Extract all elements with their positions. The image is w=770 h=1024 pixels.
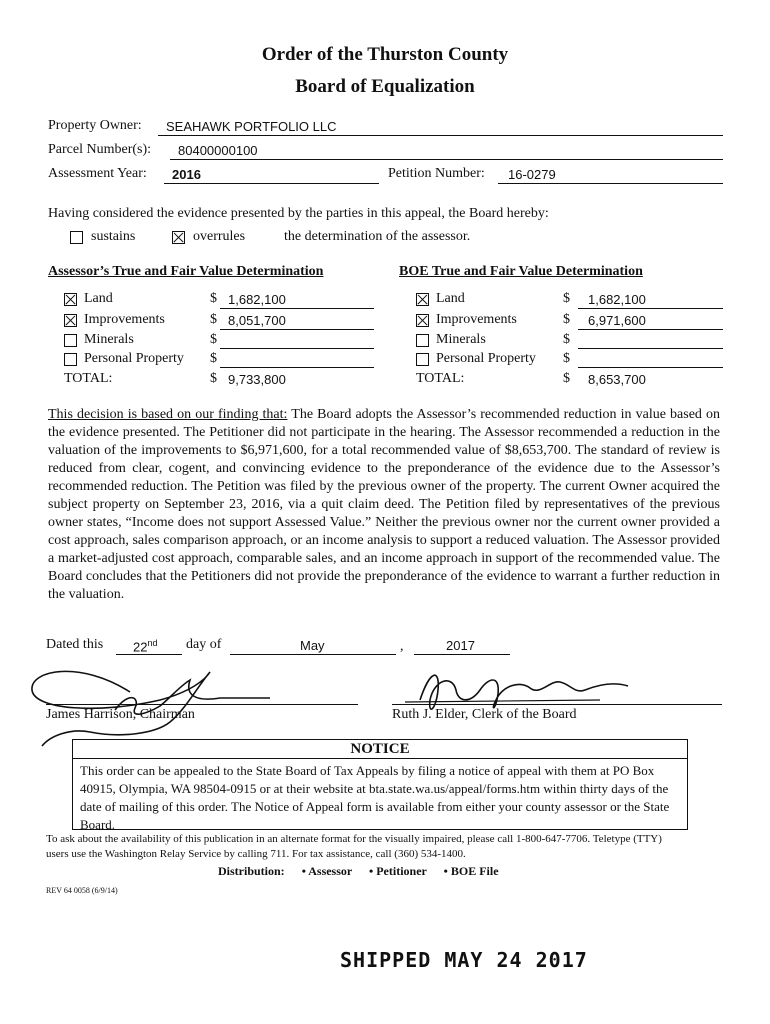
dated-day-suffix: nd xyxy=(147,638,158,648)
overrules-label: overrules xyxy=(193,229,246,244)
assessor-land-currency: $ xyxy=(210,291,217,306)
boe-minerals-checkbox[interactable] xyxy=(416,334,429,347)
property-owner-value: SEAHAWK PORTFOLIO LLC xyxy=(166,119,337,134)
petition-number-label: Petition Number: xyxy=(388,166,485,181)
title-line-2: Board of Equalization xyxy=(295,76,475,97)
assessor-improvements-rule xyxy=(220,329,374,330)
boe-personal-property-currency: $ xyxy=(563,351,570,366)
dated-comma: , xyxy=(400,639,404,654)
distribution-assessor: • Assessor xyxy=(301,864,353,878)
boe-land-label: Land xyxy=(436,291,465,306)
parcel-number-rule xyxy=(170,159,723,160)
distribution-label: Distribution: xyxy=(218,864,285,878)
clerk-name: Ruth J. Elder, Clerk of the Board xyxy=(392,707,577,722)
boe-minerals-rule xyxy=(578,348,723,349)
shipped-stamp: SHIPPED MAY 24 2017 xyxy=(340,948,588,972)
sustains-checkbox[interactable] xyxy=(70,231,83,244)
chairman-name: James Harrison, Chairman xyxy=(46,707,195,722)
distribution-petitioner: • Petitioner xyxy=(369,864,427,878)
assessor-personal-property-rule xyxy=(220,367,374,368)
boe-land-rule xyxy=(578,308,723,309)
assessor-heading: Assessor’s True and Fair Value Determination xyxy=(48,264,324,279)
assessment-year-value: 2016 xyxy=(172,167,201,182)
boe-land-currency: $ xyxy=(563,291,570,306)
property-owner-label: Property Owner: xyxy=(48,118,142,133)
dated-day-number: 22 xyxy=(133,639,148,655)
assessor-minerals-checkbox[interactable] xyxy=(64,334,77,347)
assessor-improvements-label: Improvements xyxy=(84,312,165,327)
boe-improvements-checkbox[interactable] xyxy=(416,314,429,327)
notice-text: This order can be appealed to the State Board of Tax Appeals by filing a notice of appeal with them at PO Box 40915, Olympia, WA 98504-0915 or at their website at bta.state.wa.us/appeal/forms.htm within thirty days of the date of mailing of this order. The Notice of Appeal form is available from either your county assessor or the State Board. xyxy=(80,763,670,832)
assessment-year-label: Assessment Year: xyxy=(48,166,147,181)
boe-land-checkbox[interactable] xyxy=(416,293,429,306)
clerk-signature-rule xyxy=(392,704,722,705)
assessor-total-currency: $ xyxy=(210,371,217,386)
assessor-minerals-label: Minerals xyxy=(84,332,134,347)
assessor-total-label: TOTAL: xyxy=(64,371,113,386)
overrules-checkbox[interactable] xyxy=(172,231,185,244)
decision-paragraph xyxy=(48,406,720,604)
assessor-land-rule xyxy=(220,308,374,309)
dated-label: Dated this xyxy=(46,637,104,652)
assessor-minerals-currency: $ xyxy=(210,332,217,347)
assessor-minerals-rule xyxy=(220,348,374,349)
chairman-signature-rule xyxy=(46,704,358,705)
distribution-boe-file: • BOE File xyxy=(443,864,499,878)
parcel-number-label: Parcel Number(s): xyxy=(48,142,152,157)
petition-number-rule xyxy=(498,183,723,184)
assessment-year-rule xyxy=(164,183,379,184)
accessibility-note: To ask about the availability of this publication in an alternate format for the visually impaired, please call 1-800-647-7706. Teletype (TTY) users use the Washington Relay Service by calling 711. For tax assistance, call (360) 534-1400. xyxy=(46,833,662,860)
day-of-label: day of xyxy=(186,637,222,652)
boe-total-currency: $ xyxy=(563,371,570,386)
decision-lead: This decision is based on our finding that: xyxy=(48,407,288,422)
petition-number-value: 16-0279 xyxy=(508,167,556,182)
boe-improvements-label: Improvements xyxy=(436,312,517,327)
boe-personal-property-rule xyxy=(578,367,723,368)
distribution-line xyxy=(218,864,499,879)
determination-intro: Having considered the evidence presented by the parties in this appeal, the Board hereby: xyxy=(48,206,549,221)
boe-minerals-currency: $ xyxy=(563,332,570,347)
sustains-label: sustains xyxy=(91,229,136,244)
decision-body: The Board adopts the Assessor’s recommended reduction in value based on the evidence presented. The Petitioner did not participate in the hearing. The Assessor recommended a reduction in the valuation of the improvements to $6,971,600, for a total recommended value of $8,653,700. The standard of review is reduced from clear, cogent, and convincing evidence to the preponderance of the evidence due to the Assessor’s recommended reduction. The Petition was filed by the previous owner of the property. The current Owner acquired the subject property on September 23, 2016, via a quit claim deed. The Petition filed by representatives of the previous owner states, “Income does not support Assessed Value.” Neither the previous owner nor the current owner provided a cost approach, sales comparison approach, or an income analysis to support a reduced valuation. The Assessor provided a market-adjusted cost approach, comparable sales, and an income approach in support of the recommended value. The Board concludes that the Petitioners did not provide the preponderance of the evidence to warrant a further reduction in the valuation. xyxy=(48,407,721,602)
assessor-personal-property-currency: $ xyxy=(210,351,217,366)
dated-year-rule xyxy=(414,654,510,655)
assessor-land-checkbox[interactable] xyxy=(64,293,77,306)
property-owner-rule xyxy=(158,135,723,136)
notice-title-rule xyxy=(72,758,688,759)
title-line-1: Order of the Thurston County xyxy=(261,44,509,65)
revision-code: REV 64 0058 (6/9/14) xyxy=(46,886,118,895)
boe-personal-property-label: Personal Property xyxy=(436,351,536,366)
notice-title: NOTICE xyxy=(350,741,410,757)
assessor-personal-property-label: Personal Property xyxy=(84,351,184,366)
boe-total-label: TOTAL: xyxy=(416,371,465,386)
boe-land-value: 1,682,100 xyxy=(588,292,646,307)
assessor-improvements-value: 8,051,700 xyxy=(228,313,286,328)
boe-improvements-value: 6,971,600 xyxy=(588,313,646,328)
assessor-improvements-currency: $ xyxy=(210,312,217,327)
assessor-total-value: 9,733,800 xyxy=(228,372,286,387)
boe-total-value: 8,653,700 xyxy=(588,372,646,387)
assessor-personal-property-checkbox[interactable] xyxy=(64,353,77,366)
assessor-land-value: 1,682,100 xyxy=(228,292,286,307)
dated-month: May xyxy=(300,638,325,653)
parcel-number-value: 80400000100 xyxy=(178,143,258,158)
boe-personal-property-checkbox[interactable] xyxy=(416,353,429,366)
boe-minerals-label: Minerals xyxy=(436,332,486,347)
assessor-improvements-checkbox[interactable] xyxy=(64,314,77,327)
dated-year: 2017 xyxy=(446,638,475,653)
assessor-land-label: Land xyxy=(84,291,113,306)
boe-improvements-currency: $ xyxy=(563,312,570,327)
boe-improvements-rule xyxy=(578,329,723,330)
boe-heading: BOE True and Fair Value Determination xyxy=(399,264,643,279)
determination-tail: the determination of the assessor. xyxy=(284,229,471,244)
chairman-signature xyxy=(20,650,280,750)
